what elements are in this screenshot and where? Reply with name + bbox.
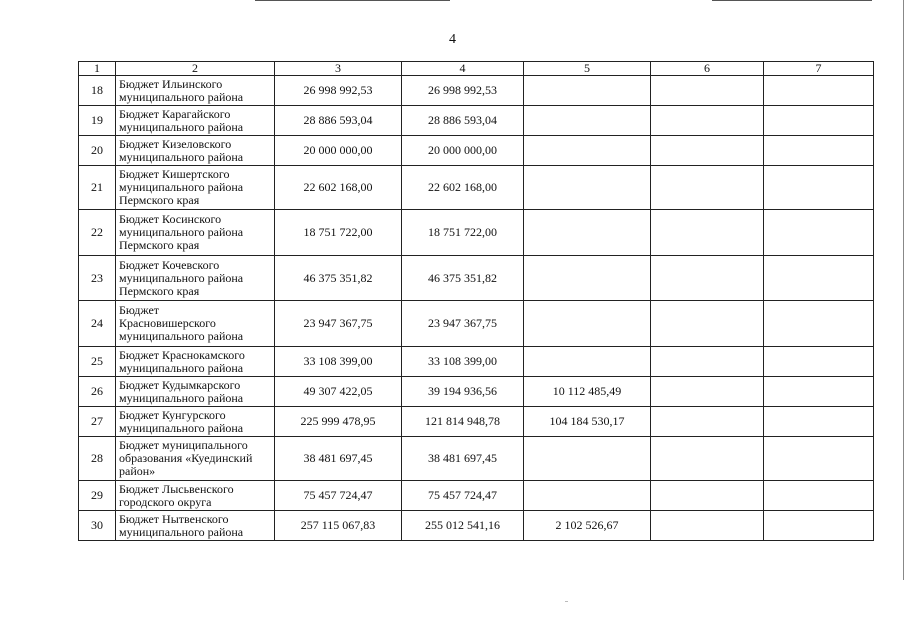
amount-col3: 26 998 992,53 <box>275 76 402 106</box>
amount-col3: 75 457 724,47 <box>275 481 402 511</box>
budget-name-line: муниципального района <box>119 360 244 375</box>
amount-col5: 10 112 485,49 <box>524 377 651 407</box>
amount-col5 <box>524 210 651 256</box>
budget-name <box>116 210 275 256</box>
amount-col6 <box>651 481 764 511</box>
amount-col7 <box>764 481 874 511</box>
amount-col3: 18 751 722,00 <box>275 210 402 256</box>
table-row <box>79 437 874 481</box>
budget-name-line: Бюджет <box>119 303 160 317</box>
amount-col3: 49 307 422,05 <box>275 377 402 407</box>
amount-col3: 28 886 593,04 <box>275 106 402 136</box>
amount-col6 <box>651 166 764 210</box>
budget-name <box>116 511 275 541</box>
budget-name <box>116 256 275 301</box>
budget-name-line: Пермского края <box>119 193 200 207</box>
amount-col7 <box>764 377 874 407</box>
amount-col3: 23 947 367,75 <box>275 301 402 347</box>
amount-col5 <box>524 301 651 347</box>
amount-col7 <box>764 347 874 377</box>
amount-col6 <box>651 407 764 437</box>
header-row <box>79 62 874 76</box>
budget-name-line: Пермского края <box>119 238 200 252</box>
budget-name-line: муниципального района <box>119 225 244 239</box>
amount-col5: 104 184 530,17 <box>524 407 651 437</box>
budget-name-line: Бюджет Краснокамского <box>119 347 245 362</box>
header-cell: 2 <box>116 62 275 76</box>
budget-name <box>116 437 275 481</box>
budget-name <box>116 166 275 210</box>
amount-col7 <box>764 511 874 541</box>
header-cell: 1 <box>79 62 116 76</box>
table-row <box>79 407 874 437</box>
amount-col5: 2 102 526,67 <box>524 511 651 541</box>
amount-col4: 255 012 541,16 <box>402 511 524 541</box>
amount-col6 <box>651 76 764 106</box>
amount-col6 <box>651 437 764 481</box>
amount-col4: 75 457 724,47 <box>402 481 524 511</box>
scan-speck <box>565 601 568 602</box>
budget-name <box>116 106 275 136</box>
amount-col7 <box>764 106 874 136</box>
budget-name-line: муниципального района <box>119 89 244 104</box>
row-number: 20 <box>79 136 116 166</box>
row-number: 18 <box>79 76 116 106</box>
budget-name-line: муниципального района <box>119 270 244 285</box>
amount-col4: 22 602 168,00 <box>402 166 524 210</box>
budget-name <box>116 481 275 511</box>
amount-col3: 46 375 351,82 <box>275 256 402 301</box>
row-number: 19 <box>79 106 116 136</box>
header-cell: 4 <box>402 62 524 76</box>
table-row <box>79 377 874 407</box>
table-row <box>79 481 874 511</box>
budget-name-line: Бюджет Кизеловского <box>119 136 232 151</box>
table-row <box>79 301 874 347</box>
amount-col5 <box>524 481 651 511</box>
amount-col7 <box>764 76 874 106</box>
table-row <box>79 511 874 541</box>
amount-col5 <box>524 166 651 210</box>
budget-name <box>116 407 275 437</box>
budget-name-line: Бюджет Кочевского <box>119 257 220 272</box>
row-number: 26 <box>79 377 116 407</box>
budget-name <box>116 347 275 377</box>
amount-col7 <box>764 437 874 481</box>
amount-col4: 39 194 936,56 <box>402 377 524 407</box>
budget-name-line: Бюджет Кунгурского <box>119 407 226 422</box>
amount-col6 <box>651 256 764 301</box>
header-rule-left <box>255 0 450 1</box>
amount-col7 <box>764 301 874 347</box>
row-number: 28 <box>79 437 116 481</box>
header-rule-right <box>712 0 872 1</box>
amount-col3: 257 115 067,83 <box>275 511 402 541</box>
amount-col4: 38 481 697,45 <box>402 437 524 481</box>
amount-col4: 18 751 722,00 <box>402 210 524 256</box>
amount-col6 <box>651 511 764 541</box>
amount-col7 <box>764 166 874 210</box>
amount-col3: 225 999 478,95 <box>275 407 402 437</box>
amount-col4: 28 886 593,04 <box>402 106 524 136</box>
amount-col3: 22 602 168,00 <box>275 166 402 210</box>
amount-col5 <box>524 256 651 301</box>
budget-name-line: Бюджет Кишертского <box>119 167 230 181</box>
amount-col5 <box>524 106 651 136</box>
budget-name-line: муниципального района <box>119 149 244 164</box>
page-edge <box>903 0 904 580</box>
budget-name-line: Бюджет Карагайского <box>119 106 231 121</box>
table-row <box>79 136 874 166</box>
table-row <box>79 210 874 256</box>
amount-col6 <box>651 301 764 347</box>
amount-col4: 26 998 992,53 <box>402 76 524 106</box>
budget-name-line: муниципального района <box>119 329 244 343</box>
budget-name-line: муниципального района <box>119 420 244 435</box>
budget-name-line: муниципального района <box>119 390 244 405</box>
amount-col3: 38 481 697,45 <box>275 437 402 481</box>
table-row <box>79 347 874 377</box>
amount-col4: 121 814 948,78 <box>402 407 524 437</box>
budget-name-line: образования «Куединский <box>119 451 253 465</box>
header-cell: 5 <box>524 62 651 76</box>
row-number: 22 <box>79 210 116 256</box>
table-row <box>79 106 874 136</box>
amount-col4: 20 000 000,00 <box>402 136 524 166</box>
row-number: 24 <box>79 301 116 347</box>
budget-name-line: Красновишерского <box>119 316 216 330</box>
row-number: 30 <box>79 511 116 541</box>
budget-name <box>116 377 275 407</box>
amount-col6 <box>651 347 764 377</box>
amount-col5 <box>524 76 651 106</box>
amount-col4: 46 375 351,82 <box>402 256 524 301</box>
row-number: 25 <box>79 347 116 377</box>
amount-col7 <box>764 136 874 166</box>
amount-col6 <box>651 210 764 256</box>
amount-col5 <box>524 437 651 481</box>
amount-col5 <box>524 136 651 166</box>
amount-col6 <box>651 106 764 136</box>
row-number: 23 <box>79 256 116 301</box>
budget-name <box>116 301 275 347</box>
budget-name-line: район» <box>119 464 156 478</box>
row-number: 27 <box>79 407 116 437</box>
amount-col4: 33 108 399,00 <box>402 347 524 377</box>
row-number: 21 <box>79 166 116 210</box>
budget-name-line: городского округа <box>119 494 212 509</box>
table-row <box>79 76 874 106</box>
header-cell: 3 <box>275 62 402 76</box>
amount-col6 <box>651 377 764 407</box>
budget-name-line: муниципального района <box>119 180 244 194</box>
budget-name-line: Бюджет Кудымкарского <box>119 377 241 392</box>
amount-col5 <box>524 347 651 377</box>
budget-table <box>78 61 874 541</box>
amount-col3: 20 000 000,00 <box>275 136 402 166</box>
page-number: 4 <box>449 32 456 47</box>
budget-name <box>116 76 275 106</box>
row-number: 29 <box>79 481 116 511</box>
table-row <box>79 166 874 210</box>
amount-col7 <box>764 210 874 256</box>
amount-col7 <box>764 256 874 301</box>
budget-name-line: Бюджет муниципального <box>119 438 248 452</box>
amount-col3: 33 108 399,00 <box>275 347 402 377</box>
budget-name-line: Бюджет Нытвенского <box>119 511 229 526</box>
budget-name-line: Бюджет Ильинского <box>119 76 223 91</box>
budget-name-line: Бюджет Лысьвенского <box>119 481 234 496</box>
table-row <box>79 256 874 301</box>
budget-name-line: Бюджет Косинского <box>119 212 222 226</box>
amount-col6 <box>651 136 764 166</box>
budget-name-line: муниципального района <box>119 119 244 134</box>
budget-name <box>116 136 275 166</box>
amount-col7 <box>764 407 874 437</box>
budget-name-line: Пермского края <box>119 283 200 298</box>
header-cell: 6 <box>651 62 764 76</box>
budget-name-line: муниципального района <box>119 524 244 539</box>
header-cell: 7 <box>764 62 874 76</box>
amount-col4: 23 947 367,75 <box>402 301 524 347</box>
